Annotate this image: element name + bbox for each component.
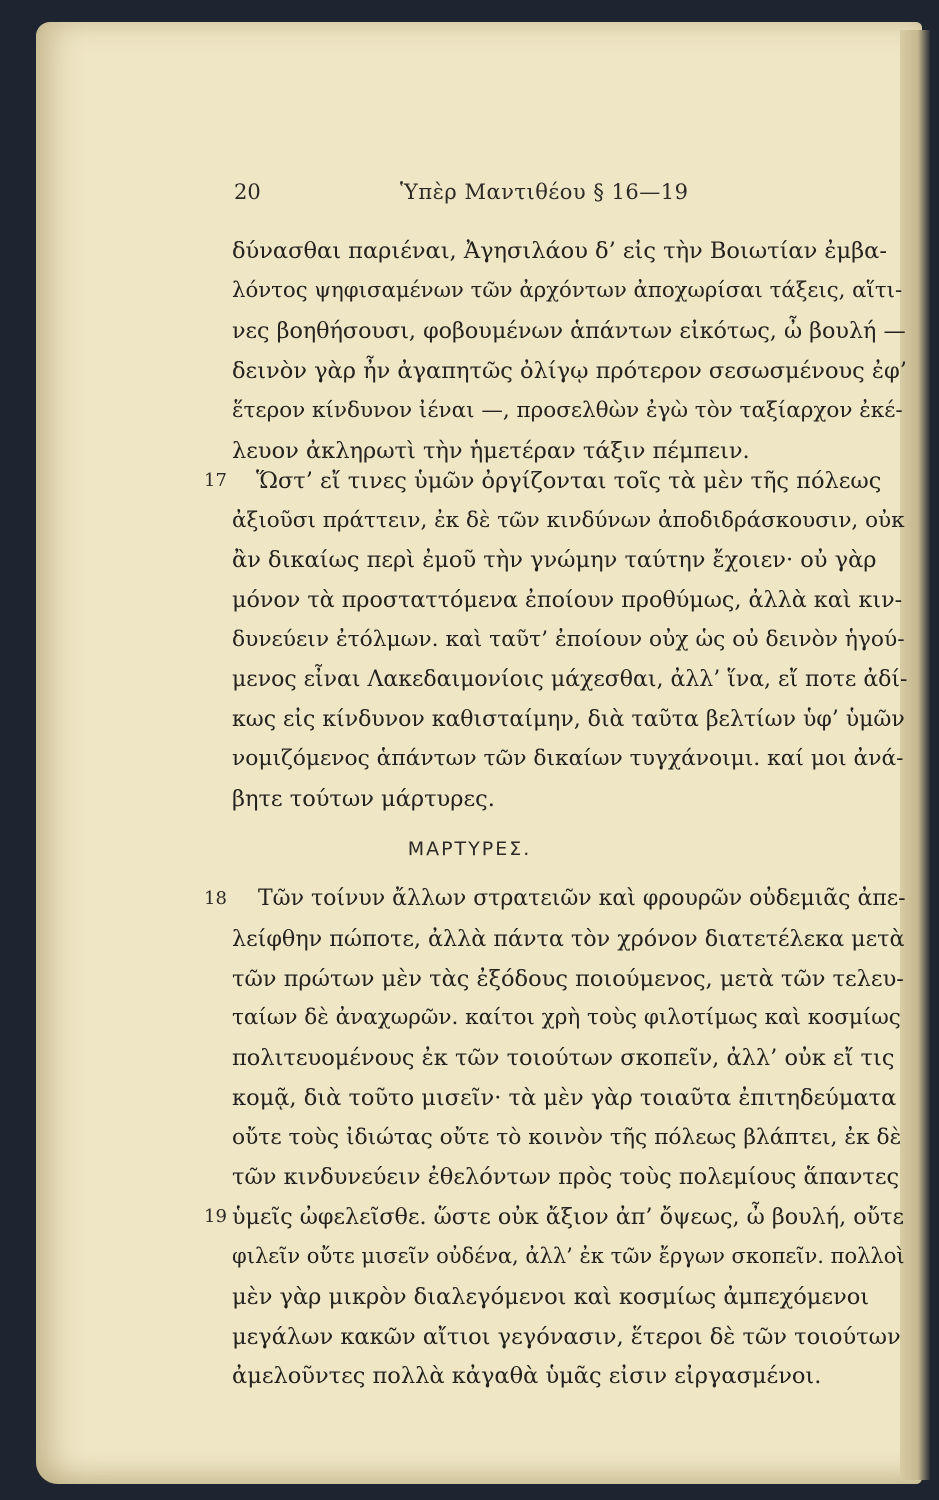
text-line: ἕτερον κίνδυνον ἰέναι —, προσελθὼν ἐγὼ τὸν ταξίαρχον ἐκέ-: [232, 398, 903, 423]
text-line: κως εἰς κίνδυνον καθισταίμην, διὰ ταῦτα βελτίων ὑφ’ ὑμῶν: [232, 707, 905, 732]
page-header: [0, 180, 939, 220]
text-line: νομιζόμενος ἁπάντων τῶν δικαίων τυγχάνοιμι. καί μοι ἀνά-: [232, 746, 904, 771]
section-number-17: 17: [204, 470, 227, 491]
text-line: τῶν πρώτων μὲν τὰς ἐξόδους ποιούμενος, μετὰ τῶν τελευ-: [232, 966, 904, 992]
text-line: μὲν γὰρ μικρὸν διαλεγόμενοι καὶ κοσμίως ἀμπεχόμενοι: [232, 1284, 870, 1310]
section-number-18: 18: [204, 888, 227, 909]
section-number-19: 19: [204, 1206, 227, 1227]
text-line: πολιτευομένους ἐκ τῶν τοιούτων σκοπεῖν, ἀλλ’ οὐκ εἴ τις: [232, 1045, 895, 1071]
text-line: ὑμεῖς ὠφελεῖσθε. ὥστε οὐκ ἄξιον ἀπ’ ὄψεως, ὦ βουλή, οὔτε: [232, 1204, 905, 1230]
section-heading: ΜΑΡΤΥΡΕΣ.: [407, 838, 532, 860]
text-line: νες βοηθήσουσι, φοβουμένων ἁπάντων εἰκότως, ὦ βουλή —: [232, 318, 906, 344]
text-line: φιλεῖν οὔτε μισεῖν οὐδένα, ἀλλ’ ἐκ τῶν ἔργων σκοπεῖν. πολλοὶ: [232, 1244, 905, 1268]
text-line: δύνασθαι παριέναι, Ἀγησιλάου δ’ εἰς τὴν Βοιωτίαν ἐμβα-: [232, 238, 887, 264]
text-line: δυνεύειν ἐτόλμων. καὶ ταῦτ’ ἐποίουν οὐχ ὡς οὐ δεινὸν ἡγού-: [232, 627, 905, 652]
text-line: μόνον τὰ προσταττόμενα ἐποίουν προθύμως, ἀλλὰ καὶ κιν-: [232, 587, 903, 613]
text-line: ἂν δικαίως περὶ ἐμοῦ τὴν γνώμην ταύτην ἔχοιεν· οὐ γὰρ: [232, 547, 877, 573]
text-line: κομᾷ, διὰ τοῦτο μισεῖν· τὰ μὲν γὰρ τοιαῦτα ἐπιτηδεύματα: [232, 1085, 897, 1111]
text-line: λευον ἀκληρωτὶ τὴν ἡμετέραν τάξιν πέμπειν.: [232, 438, 750, 464]
text-line: λείφθην πώποτε, ἀλλὰ πάντα τὸν χρόνον διατετέλεκα μετὰ: [232, 926, 905, 952]
text-line: οὔτε τοὺς ἰδιώτας οὔτε τὸ κοινὸν τῆς πόλεως βλάπτει, ἐκ δὲ: [232, 1125, 902, 1150]
text-line: Ὥστ’ εἴ τινες ὑμῶν ὀργίζονται τοῖς τὰ μὲν τῆς πόλεως: [256, 468, 882, 494]
page-number: 20: [234, 180, 261, 204]
text-line: λόντος ψηφισαμένων τῶν ἀρχόντων ἀποχωρίσαι τάξεις, αἵτι-: [232, 278, 903, 303]
text-line: τῶν κινδυνεύειν ἐθελόντων πρὸς τοὺς πολεμίους ἅπαντες: [232, 1164, 900, 1190]
running-head: Ὑπὲρ Μαντιθέου § 16—19: [400, 180, 689, 204]
text-line: ταίων δὲ ἀναχωρῶν. καίτοι χρὴ τοὺς φιλοτίμως καὶ κοσμίως: [232, 1005, 901, 1030]
text-line: μεγάλων κακῶν αἴτιοι γεγόνασιν, ἕτεροι δὲ τῶν τοιούτων: [232, 1324, 901, 1350]
text-line: βητε τούτων μάρτυρες.: [232, 786, 495, 812]
text-line: ἀμελοῦντες πολλὰ κἀγαθὰ ὑμᾶς εἰσιν εἰργασμένοι.: [232, 1363, 822, 1389]
text-line: μενος εἶναι Λακεδαιμονίοις μάχεσθαι, ἀλλ’ ἵνα, εἴ ποτε ἀδί-: [232, 667, 908, 692]
text-line: δεινὸν γὰρ ἦν ἀγαπητῶς ὀλίγῳ πρότερον σεσωσμένους ἐφ’: [232, 358, 907, 384]
text-line: Τῶν τοίνυν ἄλλων στρατειῶν καὶ φρουρῶν οὐδεμιᾶς ἀπε-: [258, 886, 906, 911]
text-line: ἀξιοῦσι πράττειν, ἐκ δὲ τῶν κινδύνων ἀποδιδράσκουσιν, οὐκ: [232, 508, 905, 533]
